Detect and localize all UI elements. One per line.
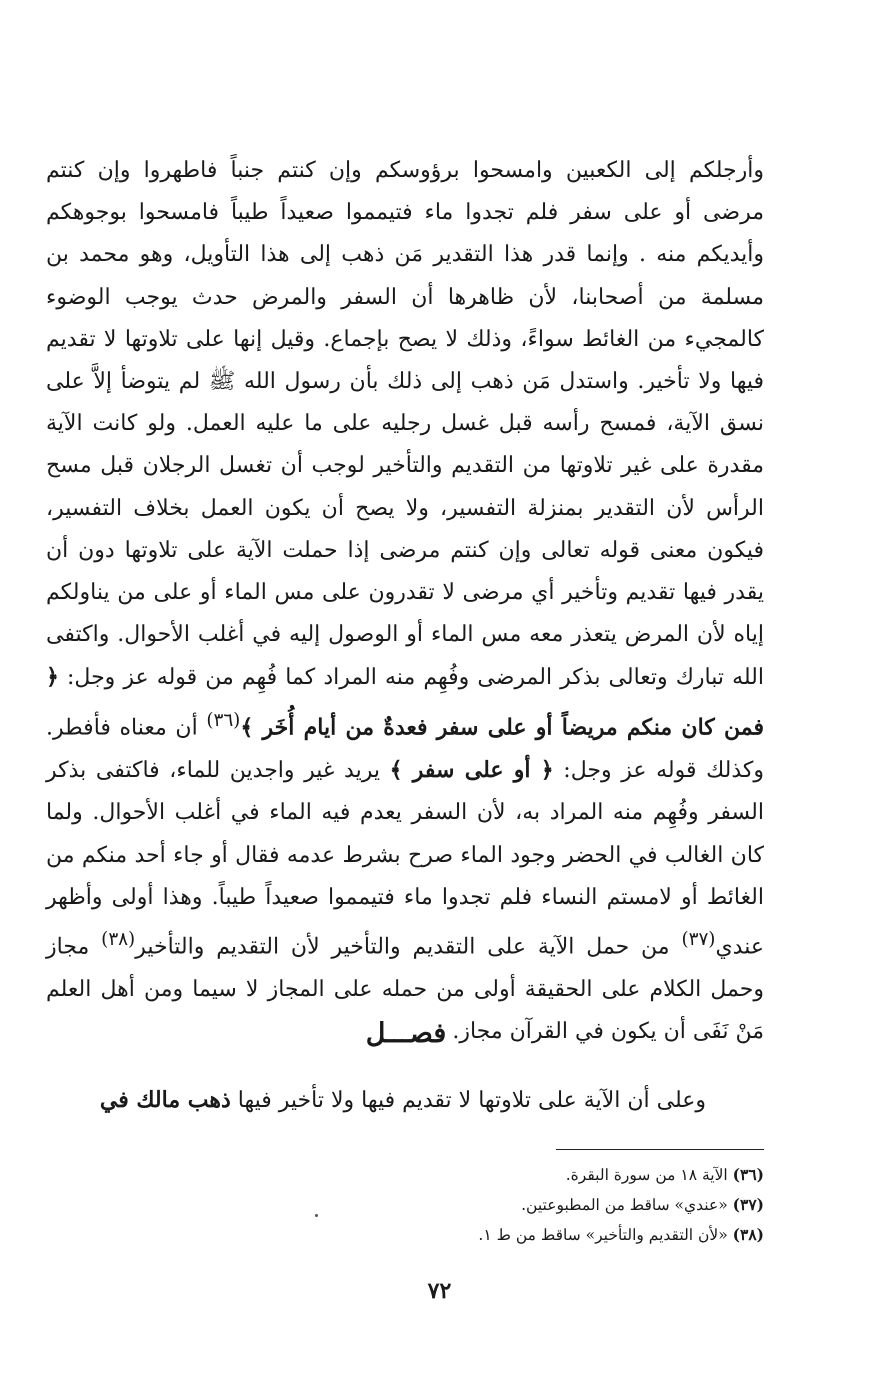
text-segment: يريد غير واجدين للماء، فاكتفى بذكر السفر وفُهِم منه المراد به، لأن السفر يعدم فيه الماء في أغلب الأحوال. ولما كان الغالب في الحضر وجود الماء صرح بشرط عدمه فقال أو جاء أحد منكم من الغائط أو لامستم النساء فلم تجدوا ماء فتيمموا صعيداً طيباً. وهذا أولى وأظهر عندي — [46, 758, 764, 960]
footnote-number: (٣٦) — [732, 1165, 764, 1184]
section-text: وعلى أن الآية على تلاوتها لا تقديم فيها ولا تأخير فيها — [230, 1088, 706, 1113]
text-segment: وأرجلكم إلى الكعبين وامسحوا برؤوسكم وإن كنتم جنباً فاطهروا وإن كنتم مرضى أو على سفر فلم تجدوا ماء فتيمموا صعيداً طيباً فامسحوا بوجوهكم وأيديكم منه . وإنما قدر هذا التقدير مَن ذهب إلى هذا التأويل، وهو محمد بن مسلمة من أصحابنا، لأن ظاهرها أن السفر والمرض حدث يوجب الوضوء كالمجيء من الغائط سواءً، وذلك لا يصح بإجماع. وقيل إنها على تلاوتها لا تقديم فيها ولا تأخير. واستدل مَن ذهب إلى ذلك بأن رسول الله ﷺ لم يتوضأ إلاَّ على نسق الآية، فمسح رأسه قبل غسل رجليه على ما عليه العمل. ولو كانت الآية مقدرة على غير تلاوتها من التقديم والتأخير لوجب أن تغسل الرجلان قبل مسح الرأس لأن التقدير بمنزلة التفسير، ولا يصح أن يكون العمل بخلاف التفسير، فيكون معنى قوله تعالى وإن كنتم مرضى إذا حملت الآية على تلاوتها دون أن يقدر فيها تقديم وتأخير أي مرضى لا تقدرون على مس الماء أو على من يناولكم إياه لأن المرض يتعذر معه مس الماء أو الوصول إليه في أغلب الأحوال. واكتفى الله تبارك وتعالى بذكر المرضى وفُهِم منه المراد كما فُهِم من قوله عز وجل: — [46, 158, 765, 691]
footnote-ref: (٣٨) — [101, 928, 136, 950]
section-paragraph — [46, 1080, 706, 1121]
text-segment: مجاز وحمل الكلام على الحقيقة أولى من حمله على المجاز لا سيما ومن أهل العلم مَنْ نَفَى أن يكون في القرآن مجاز. — [46, 934, 764, 1044]
footnote-ref: (٣٧) — [681, 928, 716, 950]
text-segment: أن معناه فأفطر. وكذلك قوله عز وجل: — [46, 714, 764, 784]
footnote-item — [300, 1220, 764, 1250]
text-segment: من حمل الآية على التقديم والتأخير لأن التقديم والتأخير — [135, 934, 682, 960]
main-paragraph — [46, 150, 764, 1053]
section-heading — [0, 1018, 812, 1049]
footnotes — [300, 1160, 764, 1250]
footnote-text: الآية ١٨ من سورة البقرة. — [565, 1166, 733, 1184]
footnote-ref: (٣٦) — [206, 709, 241, 731]
footnote-item — [300, 1160, 764, 1190]
print-speck — [315, 1214, 318, 1217]
footnote-text: «لأن التقديم والتأخير» ساقط من ط ١. — [478, 1226, 733, 1244]
footnote-item — [300, 1190, 764, 1220]
section-text-bold: ذهب مالك في — [99, 1087, 231, 1113]
footnote-number: (٣٧) — [732, 1195, 764, 1214]
footnote-number: (٣٨) — [732, 1225, 764, 1244]
main-text-block — [46, 150, 764, 1053]
section-heading-text: فصـــل — [365, 1018, 447, 1049]
quran-quote: ﴿ فمن كان منكم مريضاً أو على سفر فعدةٌ من أيام أُخَر ﴾ — [46, 664, 765, 740]
quran-quote: ﴿ أو على سفر ﴾ — [389, 757, 554, 784]
footnote-divider — [556, 1149, 764, 1150]
page-number: ٧٢ — [427, 1278, 452, 1304]
footnote-text: «عندي» ساقط من المطبوعتين. — [521, 1196, 733, 1214]
